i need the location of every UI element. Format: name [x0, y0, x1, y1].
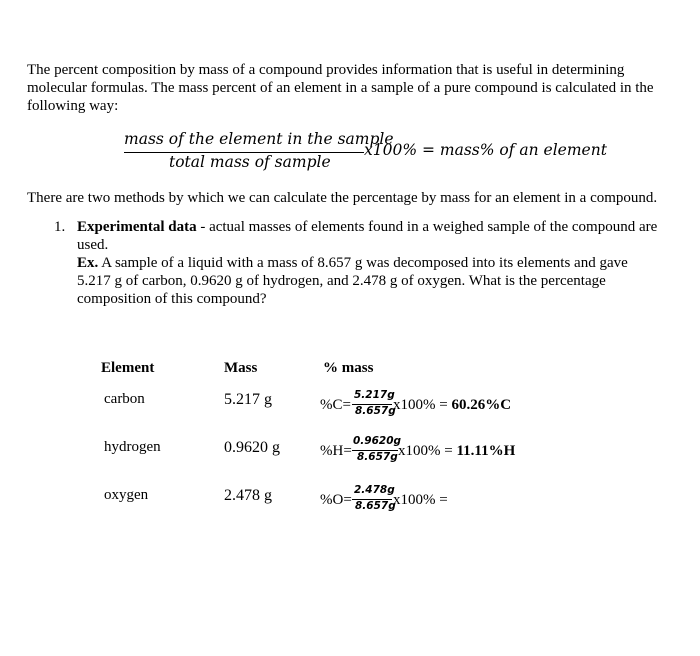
cell-percent-expression: [398, 443, 515, 460]
methods-intro: There are two methods by which we can calculate the percentage by mass for an element in a compound.: [27, 190, 658, 206]
cell-suffix: x100% =: [398, 443, 457, 459]
example-text-1: A sample of a liquid with a mass of 8.657 g was decomposed into its elements and gave: [98, 255, 628, 271]
example-line-2: 5.217 g of carbon, 0.9620 g of hydrogen, and 2.478 g of oxygen. What is the percentage: [77, 273, 606, 289]
method-1-title: Experimental data: [77, 219, 197, 235]
cell-suffix: x100% =: [393, 397, 452, 413]
cell-result: 60.26%C: [451, 397, 512, 413]
method-1-desc-2: used.: [77, 237, 109, 253]
example-label: Ex.: [77, 255, 99, 271]
cell-element: oxygen: [104, 487, 149, 503]
cell-fraction-denominator: 8.657g: [355, 500, 396, 512]
method-1-line-1: [77, 218, 657, 237]
cell-prefix: %C=: [320, 397, 351, 413]
header-element: Element: [101, 360, 155, 376]
intro-line-2: molecular formulas. The mass percent of an element in a sample of a pure compound is calculated in the: [27, 80, 654, 96]
header-percent-mass: % mass: [323, 360, 374, 376]
cell-result: 11.11%H: [456, 443, 516, 459]
cell-prefix: %H=: [320, 443, 352, 459]
cell-fraction-numerator: 5.217g: [354, 389, 395, 401]
cell-element: hydrogen: [104, 439, 161, 455]
formula-rhs: x100% = mass% of an element: [364, 141, 607, 159]
example-line-1: [77, 254, 628, 273]
cell-fraction-numerator: 2.478g: [354, 484, 395, 496]
cell-percent-expression: [393, 397, 511, 414]
method-1-number: 1.: [54, 219, 66, 235]
formula-denominator: total mass of sample: [169, 153, 331, 171]
cell-percent-expression: [393, 492, 448, 509]
cell-element: carbon: [104, 391, 145, 407]
cell-suffix: x100% =: [393, 492, 448, 508]
cell-fraction-denominator: 8.657g: [355, 405, 396, 417]
method-1-desc-1: - actual masses of elements found in a weighed sample of the compound are: [196, 219, 658, 235]
cell-mass: 2.478 g: [224, 487, 272, 504]
header-mass: Mass: [224, 360, 258, 376]
cell-mass: 0.9620 g: [224, 439, 280, 456]
formula-numerator: mass of the element in the sample: [124, 130, 394, 148]
intro-line-1: The percent composition by mass of a compound provides information that is useful in determining: [27, 62, 625, 78]
cell-fraction-denominator: 8.657g: [357, 451, 398, 463]
cell-mass: 5.217 g: [224, 391, 272, 408]
cell-fraction-numerator: 0.9620g: [353, 435, 402, 447]
intro-line-3: following way:: [27, 98, 119, 114]
cell-prefix: %O=: [320, 492, 352, 508]
example-line-3: composition of this compound?: [77, 291, 267, 307]
